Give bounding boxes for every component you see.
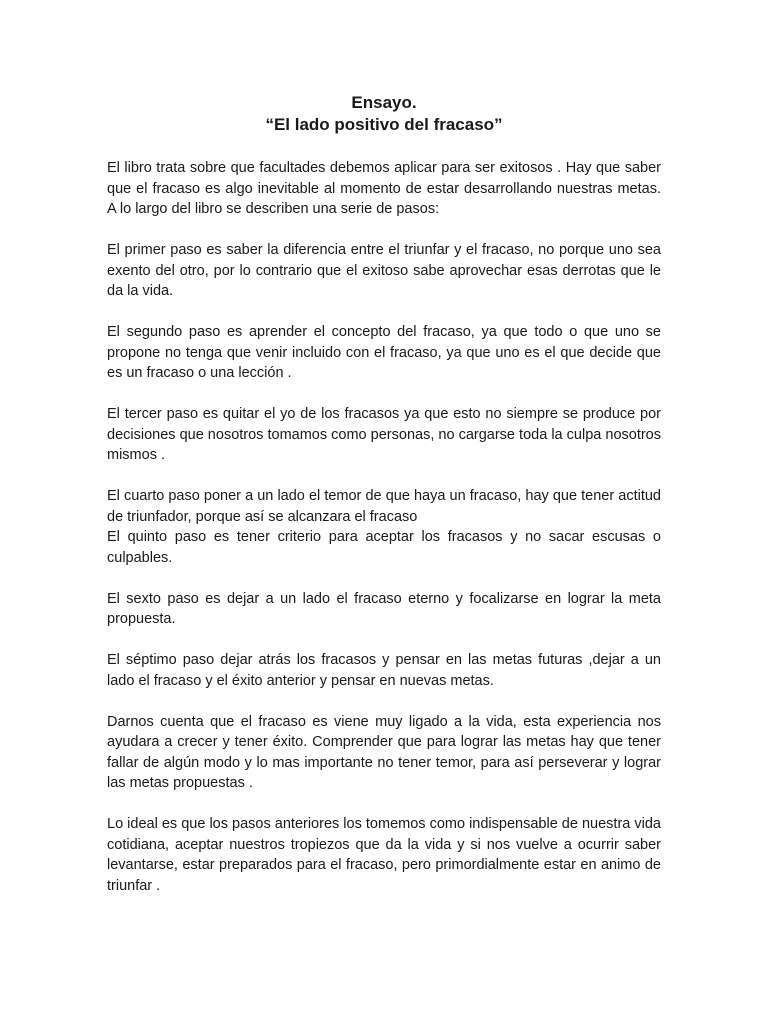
paragraph-intro: El libro trata sobre que facultades debemos aplicar para ser exitosos . Hay que saber que el fracaso es algo inevitable al momento de estar desarrollando nuestras metas. A lo largo del libro se describen una serie de pasos: (107, 160, 661, 217)
paragraph-reflection: Darnos cuenta que el fracaso es viene muy ligado a la vida, esta experiencia nos ayudara a crecer y tener éxito. Comprender que para lograr las metas hay que tener fallar de algún modo y lo mas importante no tener temor, para así perseverar y lograr las metas propuestas . (107, 713, 661, 791)
paragraph-step-4: El cuarto paso poner a un lado el temor de que haya un fracaso, hay que tener actitud de triunfador, porque así se alcanzara el fracaso (107, 488, 661, 525)
document-body (107, 158, 661, 917)
document-title (0, 92, 768, 136)
paragraph-step-3: El tercer paso es quitar el yo de los fracasos ya que esto no siempre se produce por decisiones que nosotros tomamos como personas, no cargarse toda la culpa nosotros mismos . (107, 406, 661, 463)
paragraph-step-1: El primer paso es saber la diferencia entre el triunfar y el fracaso, no porque uno sea exento del otro, por lo contrario que el exitoso sabe aprovechar esas derrotas que le da la vida. (107, 242, 661, 299)
title-line-1: Ensayo. (351, 93, 417, 112)
paragraph-step-6: El sexto paso es dejar a un lado el fracaso eterno y focalizarse en lograr la meta propuesta. (107, 590, 661, 627)
paragraph-conclusion: Lo ideal es que los pasos anteriores los tomemos como indispensable de nuestra vida cotidiana, aceptar nuestros tropiezos que da la vida y si nos vuelve a ocurrir saber levantarse, estar preparados para el fracaso, pero primordialmente estar en animo de triunfar . (107, 816, 661, 894)
paragraph-step-5: El quinto paso es tener criterio para aceptar los fracasos y no sacar escusas o culpables. (107, 529, 661, 566)
paragraph-step-2: El segundo paso es aprender el concepto del fracaso, ya que todo o que uno se propone no tenga que venir incluido con el fracaso, ya que uno es el que decide que es un fracaso o una lección . (107, 324, 661, 381)
paragraph-step-7: El séptimo paso dejar atrás los fracasos y pensar en las metas futuras ,dejar a un lado el fracaso y el éxito anterior y pensar en nuevas metas. (107, 652, 661, 689)
title-line-2: “El lado positivo del fracaso” (265, 115, 503, 134)
